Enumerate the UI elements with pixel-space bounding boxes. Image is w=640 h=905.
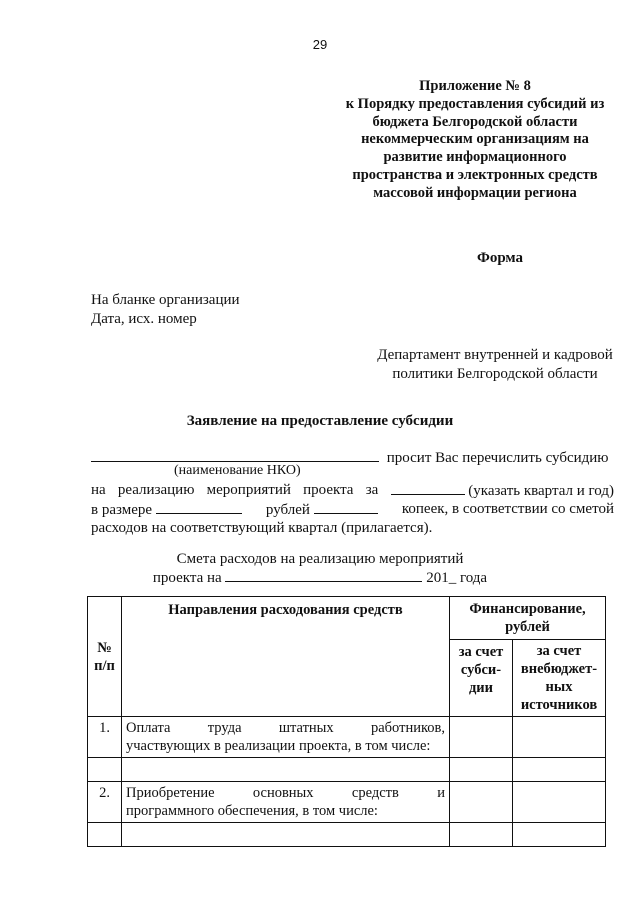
application-paragraph (91, 481, 614, 537)
header-number (88, 597, 122, 717)
word: за (365, 482, 379, 498)
estimate-suffix: 201_ года (426, 570, 488, 586)
word: мероприятий (206, 482, 291, 498)
appendix-header (330, 78, 620, 203)
word: Оплата (126, 720, 171, 736)
description-line: участвующих в реализации проекта, в том числе: (126, 738, 431, 754)
row-description[interactable] (122, 823, 450, 847)
header-subsidy-text: за счет субси- дии (458, 644, 504, 696)
quarter-field[interactable] (391, 481, 465, 495)
request-text: просит Вас перечислить субсидию (386, 450, 609, 466)
paragraph-line (91, 500, 614, 519)
paragraph-line (91, 481, 614, 500)
header-subsidy (450, 640, 513, 717)
form-label: Форма (476, 250, 524, 266)
word: штатных (278, 720, 334, 736)
table-row (88, 823, 606, 847)
letterhead-note: На бланке организации (91, 292, 240, 308)
word: Приобретение (126, 785, 215, 801)
word: на (91, 482, 106, 498)
table-row (88, 717, 606, 758)
header-extrabudget-text: за счет внебюджет- ных источников (520, 643, 598, 713)
estimate-title-line: Смета расходов на реализацию мероприятий (176, 551, 464, 567)
kopecks-field[interactable] (314, 500, 378, 514)
extrabudget-cell[interactable] (513, 782, 606, 823)
appendix-line: пространства и электронных средств (352, 166, 598, 183)
header-financing (450, 597, 606, 640)
row-number-text: 1. (99, 720, 110, 736)
row-number (88, 782, 122, 823)
estimate-prefix: проекта на (152, 570, 222, 586)
table-header-row (88, 597, 606, 640)
recipient-line: политики Белгородской области (392, 366, 598, 382)
appendix-line: Приложение № 8 (419, 78, 531, 94)
estimate-title-line (0, 568, 640, 587)
description-line (126, 784, 445, 802)
row-number (88, 717, 122, 758)
word: копеек, в соответствии со сметой (401, 501, 614, 517)
appendix-line: массовой информации региона (373, 184, 577, 201)
word: средств (351, 785, 399, 801)
nko-name-hint: (наименование НКО) (174, 463, 301, 478)
subsidy-cell[interactable] (450, 823, 513, 847)
row-number (88, 823, 122, 847)
extrabudget-cell[interactable] (513, 758, 606, 782)
recipient-line: Департамент внутренней и кадровой (377, 347, 613, 363)
estimate-title (0, 550, 640, 587)
date-number-note: Дата, исх. номер (91, 311, 197, 327)
project-name-field[interactable] (225, 568, 422, 582)
rubles-field[interactable] (156, 500, 242, 514)
subsidy-cell[interactable] (450, 717, 513, 758)
row-description (122, 717, 450, 758)
word: проекта (303, 482, 354, 498)
word: работников, (370, 720, 445, 736)
nko-name-field[interactable] (91, 448, 379, 462)
page-number: 29 (312, 37, 328, 52)
extrabudget-cell[interactable] (513, 823, 606, 847)
word: основных (252, 785, 314, 801)
header-extrabudget (513, 640, 606, 717)
appendix-line: развитие информационного (383, 149, 567, 166)
row-number (88, 758, 122, 782)
appendix-line: некоммерческим организациям на (361, 131, 589, 148)
header-financing-text: Финансирование, рублей (469, 601, 586, 635)
word: рублей (265, 502, 310, 518)
organization-block (91, 291, 240, 329)
quarter-hint: (указать квартал и год) (468, 483, 614, 499)
table-row (88, 782, 606, 823)
row-description (122, 782, 450, 823)
appendix-line: бюджета Белгородской области (372, 113, 578, 130)
header-direction-text: Направления расходования средств (168, 602, 403, 618)
description-line: программного обеспечения, в том числе: (126, 803, 378, 819)
extrabudget-cell[interactable] (513, 717, 606, 758)
paragraph-line: расходов на соответствующий квартал (прилагается). (91, 520, 433, 536)
header-direction (122, 597, 450, 717)
application-title: Заявление на предоставление субсидии (186, 413, 454, 429)
application-request-line (91, 448, 611, 467)
row-number-text: 2. (99, 785, 110, 801)
estimate-table (87, 596, 606, 847)
subsidy-cell[interactable] (450, 782, 513, 823)
word: в размере (91, 502, 153, 518)
header-number-text: № п/п (94, 639, 115, 674)
table-row (88, 758, 606, 782)
word: труда (207, 720, 242, 736)
word: и (437, 785, 445, 801)
subsidy-cell[interactable] (450, 758, 513, 782)
appendix-line: к Порядку предоставления субсидий из (345, 95, 605, 112)
description-line (126, 719, 445, 737)
row-description[interactable] (122, 758, 450, 782)
recipient-block (345, 346, 640, 384)
word: реализацию (117, 482, 195, 498)
